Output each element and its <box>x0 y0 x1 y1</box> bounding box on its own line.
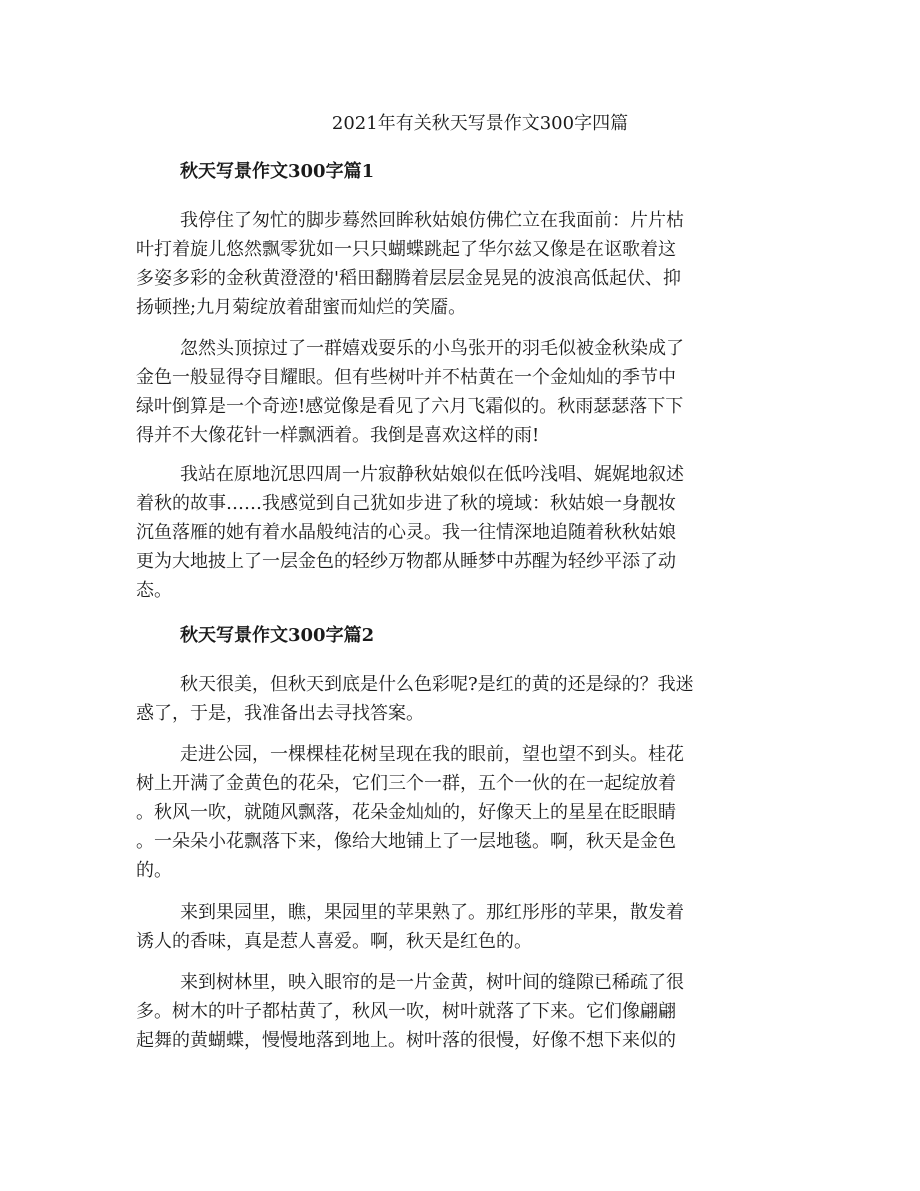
text-line: 起舞的黄蝴蝶，慢慢地落到地上。树叶落的很慢，好像不想下来似的 <box>136 1030 676 1051</box>
text-line: 走进公园，一棵棵桂花树呈现在我的眼前，望也望不到头。桂花 <box>180 744 684 765</box>
text-line: 秋天很美，但秋天到底是什么色彩呢?是红的黄的还是绿的？我迷 <box>180 674 694 695</box>
page-title: 2021年有关秋天写景作文300字四篇 <box>331 113 629 134</box>
text-line: 忽然头顶掠过了一群嬉戏耍乐的小鸟张开的羽毛似被金秋染成了 <box>180 338 684 359</box>
text-line: 惑了，于是，我准备出去寻找答案。 <box>136 703 424 724</box>
paragraph-1-2 <box>136 334 780 450</box>
paragraph-2-3 <box>136 898 780 956</box>
text-line: 我停住了匆忙的脚步蓦然回眸秋姑娘仿佛伫立在我面前：片片枯 <box>180 210 684 231</box>
section-heading-2: 秋天写景作文300字篇2 <box>180 625 375 646</box>
text-line: 。秋风一吹，就随风飘落，花朵金灿灿的，好像天上的星星在眨眼睛 <box>136 802 676 823</box>
text-line: 沉鱼落雁的她有着水晶般纯洁的心灵。我一往情深地追随着秋秋姑娘 <box>136 522 676 543</box>
paragraph-2-1 <box>136 670 780 728</box>
text-line: 来到树林里，映入眼帘的是一片金黄，树叶间的缝隙已稀疏了很 <box>180 972 684 993</box>
text-line: 的。 <box>136 860 172 881</box>
text-line: 多姿多彩的金秋黄澄澄的'稻田翻腾着层层金晃晃的波浪高低起伏、抑 <box>136 268 681 289</box>
text-line: 更为大地披上了一层金色的轻纱万物都从睡梦中苏醒为轻纱平添了动 <box>136 551 676 572</box>
paragraph-2-2 <box>136 740 780 885</box>
text-line: 金色一般显得夺目耀眼。但有些树叶并不枯黄在一个金灿灿的季节中 <box>136 367 676 388</box>
text-line: 树上开满了金黄色的花朵，它们三个一群，五个一伙的在一起绽放着 <box>136 773 676 794</box>
paragraph-1-1 <box>136 206 780 322</box>
text-line: 态。 <box>136 580 172 601</box>
text-line: 扬顿挫;九月菊绽放着甜蜜而灿烂的笑靥。 <box>136 297 467 318</box>
text-line: 我站在原地沉思四周一片寂静秋姑娘似在低吟浅唱、娓娓地叙述 <box>180 464 684 485</box>
text-line: 叶打着旋儿悠然飘零犹如一只只蝴蝶跳起了华尔兹又像是在讴歌着这 <box>136 239 676 260</box>
text-line: 。一朵朵小花飘落下来，像给大地铺上了一层地毯。啊，秋天是金色 <box>136 831 676 852</box>
text-line: 绿叶倒算是一个奇迹!感觉像是看见了六月飞霜似的。秋雨瑟瑟落下下 <box>136 396 684 417</box>
text-line: 来到果园里，瞧，果园里的苹果熟了。那红彤彤的苹果，散发着 <box>180 902 684 923</box>
text-line: 得并不大像花针一样飘洒着。我倒是喜欢这样的雨! <box>136 425 540 446</box>
paragraph-2-4 <box>136 968 780 1055</box>
text-line: 着秋的故事……我感觉到自己犹如步进了秋的境域：秋姑娘一身靓妆 <box>136 493 676 514</box>
text-line: 诱人的香味，真是惹人喜爱。啊，秋天是红色的。 <box>136 931 532 952</box>
section-heading-1: 秋天写景作文300字篇1 <box>180 161 375 182</box>
paragraph-1-3 <box>136 460 780 605</box>
text-line: 多。树木的叶子都枯黄了，秋风一吹，树叶就落了下来。它们像翩翩 <box>136 1001 676 1022</box>
